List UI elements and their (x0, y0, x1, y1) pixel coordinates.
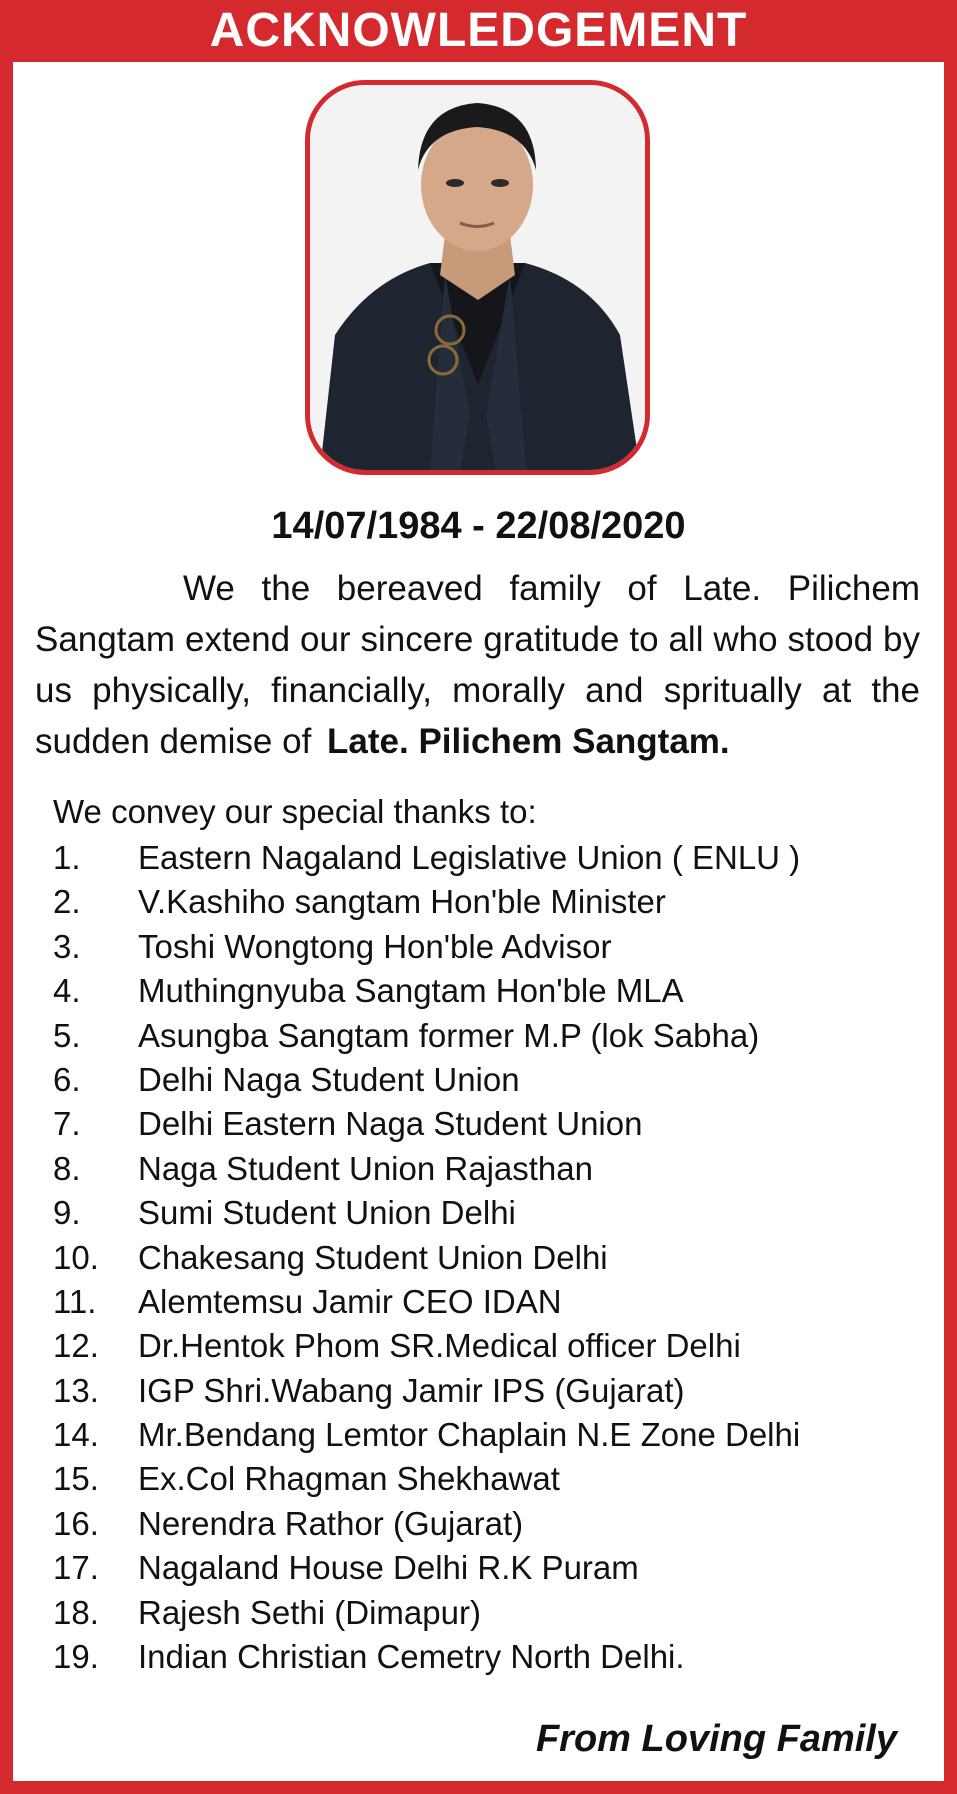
list-item (53, 1369, 933, 1413)
portrait-photo (305, 80, 650, 475)
item-text: Asungba Sangtam former M.P (lok Sabha) (138, 1016, 760, 1054)
item-number: 16. (53, 1504, 99, 1542)
list-item (53, 969, 933, 1013)
list-item (53, 1324, 933, 1368)
list-item (53, 925, 933, 969)
item-text: Eastern Nagaland Legislative Union ( ENLU ) (138, 839, 801, 876)
item-text: Indian Christian Cemetry North Delhi. (138, 1638, 685, 1676)
item-text: IGP Shri.Wabang Jamir IPS (Gujarat) (138, 1371, 685, 1409)
list-item (53, 880, 933, 924)
item-text: Muthingnyuba Sangtam Hon'ble MLA (138, 972, 684, 1010)
item-number: 6. (53, 1060, 81, 1098)
list-item (53, 1147, 933, 1191)
item-text: Nerendra Rathor (Gujarat) (138, 1504, 524, 1542)
list-item (53, 1280, 933, 1324)
item-number: 10. (53, 1238, 99, 1276)
list-item (53, 1014, 933, 1058)
item-text: Chakesang Student Union Delhi (138, 1238, 608, 1276)
item-number: 8. (53, 1149, 81, 1187)
item-text: Naga Student Union Rajasthan (138, 1149, 593, 1187)
item-text: Delhi Naga Student Union (138, 1060, 520, 1098)
list-item (53, 1058, 933, 1102)
item-number: 15. (53, 1460, 99, 1498)
item-number: 19. (53, 1638, 99, 1676)
gratitude-text: We the bereaved family of Late. Pilichem Sangtam extend our sincere gratitude to all who stood by us physically, financially, morally and spritually at the sudden demise of (35, 569, 920, 761)
list-item (53, 1191, 933, 1235)
page-title: ACKNOWLEDGEMENT (0, 0, 957, 62)
item-number: 2. (53, 883, 81, 921)
item-number: 1. (53, 839, 81, 876)
thanks-list (53, 836, 933, 1679)
item-text: Alemtemsu Jamir CEO IDAN (138, 1282, 562, 1320)
signature-line: From Loving Family (535, 1718, 897, 1760)
item-number: 7. (53, 1105, 81, 1143)
list-item (53, 1502, 933, 1546)
item-text: Dr.Hentok Phom SR.Medical officer Delhi (138, 1327, 741, 1365)
item-text: V.Kashiho sangtam Hon'ble Minister (138, 883, 666, 921)
list-item (53, 1546, 933, 1590)
list-item (53, 1635, 933, 1679)
item-number: 4. (53, 972, 81, 1010)
item-number: 18. (53, 1593, 99, 1631)
list-item (53, 1102, 933, 1146)
item-number: 11. (53, 1282, 97, 1320)
gratitude-paragraph (35, 563, 920, 767)
item-number: 9. (53, 1194, 81, 1232)
list-item (53, 1236, 933, 1280)
list-item (53, 1457, 933, 1501)
item-number: 17. (53, 1549, 99, 1587)
item-text: Rajesh Sethi (Dimapur) (138, 1593, 481, 1631)
item-number: 5. (53, 1016, 81, 1054)
item-number: 12. (53, 1327, 99, 1365)
item-text: Mr.Bendang Lemtor Chaplain N.E Zone Delhi (138, 1416, 801, 1454)
item-number: 13. (53, 1371, 99, 1409)
list-item (53, 836, 933, 880)
item-text: Nagaland House Delhi R.K Puram (138, 1549, 639, 1587)
item-number: 3. (53, 927, 81, 965)
item-text: Ex.Col Rhagman Shekhawat (138, 1460, 560, 1498)
item-text: Delhi Eastern Naga Student Union (138, 1105, 643, 1143)
life-dates: 14/07/1984 - 22/08/2020 (271, 505, 686, 547)
list-item (53, 1591, 933, 1635)
item-number: 14. (53, 1416, 99, 1454)
thanks-heading: We convey our special thanks to: (53, 793, 537, 830)
deceased-name: Late. Pilichem Sangtam. (327, 722, 730, 761)
list-item (53, 1413, 933, 1457)
item-text: Toshi Wongtong Hon'ble Advisor (138, 927, 612, 965)
item-text: Sumi Student Union Delhi (138, 1194, 516, 1232)
